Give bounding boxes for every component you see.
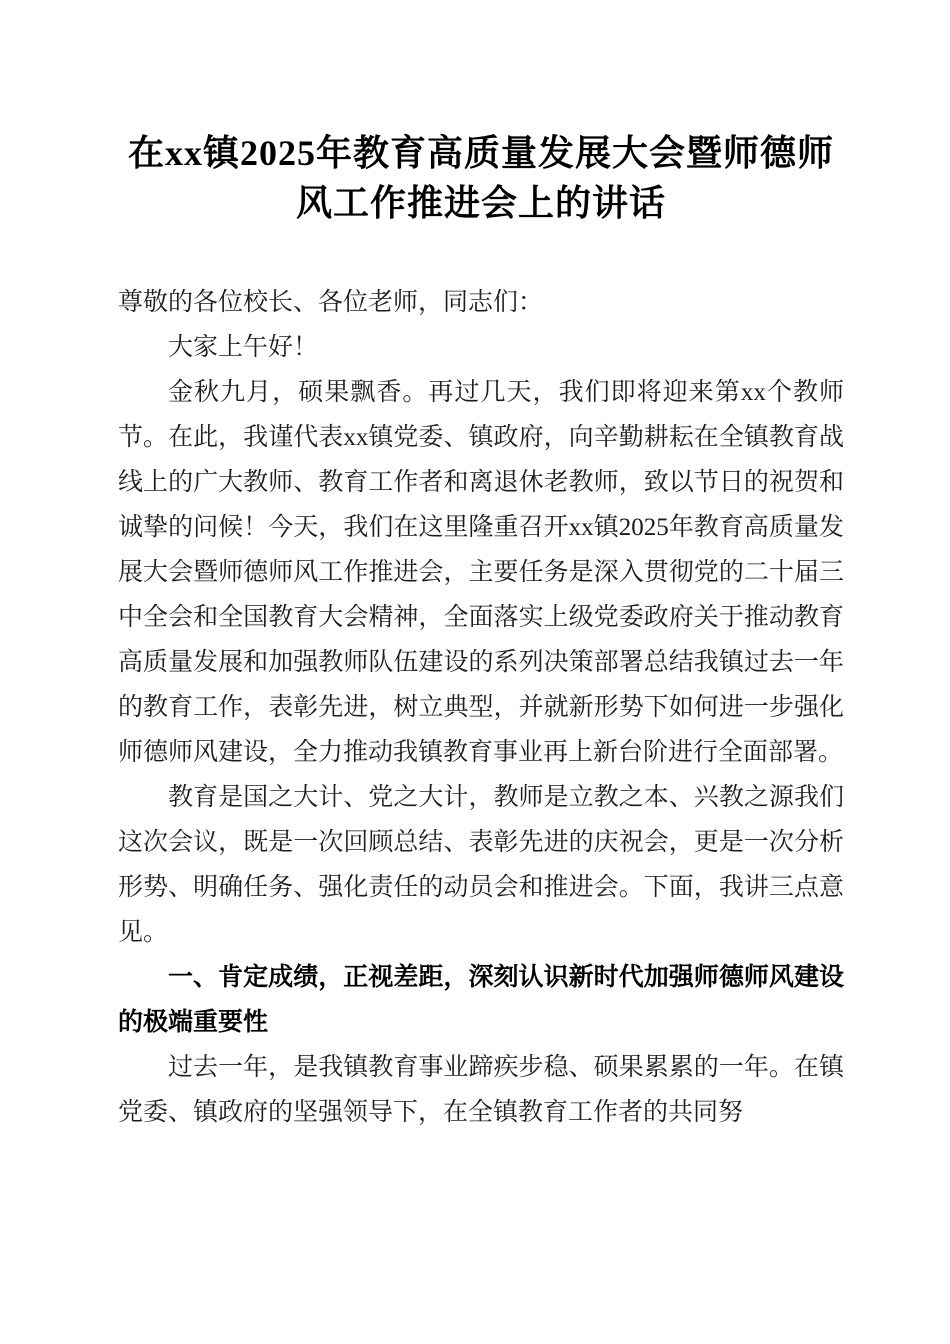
opening-paragraph: 金秋九月，硕果飘香。再过几天，我们即将迎来第xx个教师节。在此，我谨代表xx镇党委、镇政府，向辛勤耕耘在全镇教育战线上的广大教师、教育工作者和离退休老教师，致以节日的祝贺和诚挚的问候！今天，我们在这里隆重召开xx镇2025年教育高质量发展大会暨师德师风工作推进会，主要任务是深入贯彻党的二十届三中全会和全国教育大会精神，全面落实上级党委政府关于推动教育高质量发展和加强教师队伍建设的系列决策部署总结我镇过去一年的教育工作，表彰先进，树立典型，并就新形势下如何进一步强化师德师风建设，全力推动我镇教育事业再上新台阶进行全面部署。 [118, 379, 844, 766]
section-one-body-paragraph: 过去一年，是我镇教育事业蹄疾步稳、硕果累累的一年。在镇党委、镇政府的坚强领导下，在全镇教育工作者的共同努 [118, 1054, 844, 1126]
salutation-line: 尊敬的各位校长、各位老师，同志们： [118, 289, 544, 316]
meeting-purpose-paragraph: 教育是国之大计、党之大计，教师是立教之本、兴教之源我们这次会议，既是一次回顾总结、表彰先进的庆祝会，更是一次分析形势、明确任务、强化责任的动员会和推进会。下面，我讲三点意见。 [118, 784, 844, 946]
document-title-line-2: 风工作推进会上的讲话 [295, 183, 666, 223]
greeting-line: 大家上午好！ [168, 334, 319, 361]
document-title-line-1: 在xx镇2025年教育高质量发展大会暨师德师 [127, 133, 834, 173]
document-title [118, 128, 844, 228]
section-one-heading: 一、肯定成绩，正视差距，深刻认识新时代加强师德师风建设的极端重要性 [118, 963, 844, 1036]
